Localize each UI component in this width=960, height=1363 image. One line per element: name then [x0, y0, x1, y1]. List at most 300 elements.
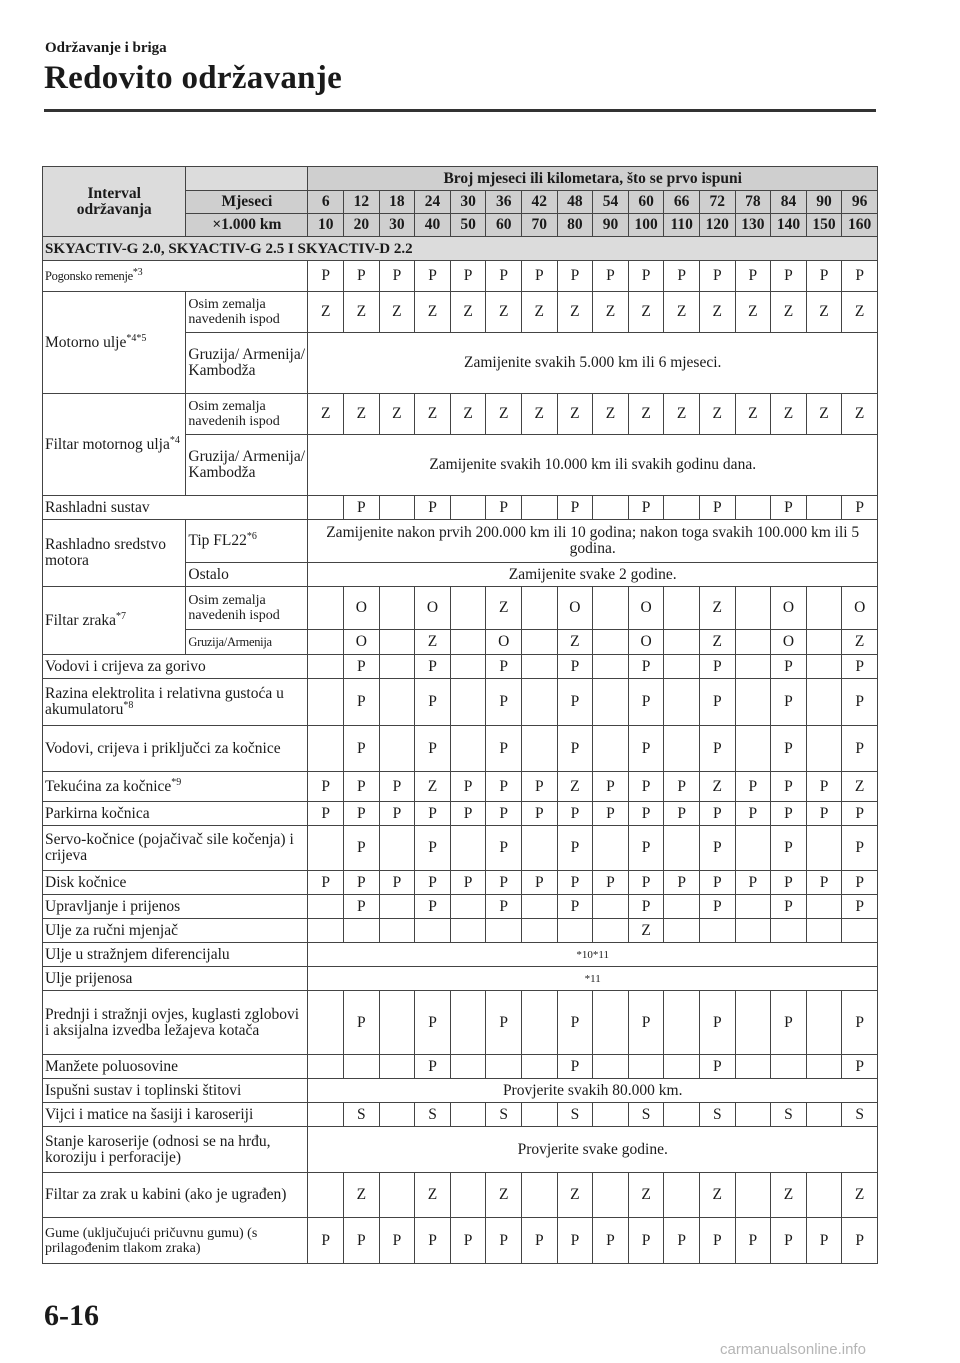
table-row — [43, 826, 878, 871]
schedule-cell: P — [699, 496, 735, 520]
table-row — [43, 292, 878, 333]
km-header: 150 — [806, 214, 842, 237]
schedule-cell: P — [486, 261, 522, 292]
schedule-cell: Z — [664, 292, 700, 333]
schedule-cell: P — [308, 261, 344, 292]
schedule-cell: Z — [308, 292, 344, 333]
schedule-cell: P — [415, 655, 451, 679]
schedule-cell: P — [842, 802, 878, 826]
schedule-cell: Z — [842, 394, 878, 435]
month-header: 6 — [308, 191, 344, 214]
row-label-text: Filtar zraka — [45, 611, 117, 629]
km-header: 10 — [308, 214, 344, 237]
schedule-cell: P — [557, 726, 593, 772]
schedule-cell: P — [557, 895, 593, 919]
schedule-cell: P — [344, 802, 380, 826]
row-label — [43, 991, 308, 1055]
schedule-cell: Z — [379, 292, 415, 333]
schedule-cell: Z — [628, 1173, 664, 1218]
schedule-cell: Z — [344, 292, 380, 333]
table-row — [43, 1079, 878, 1103]
footnote-ref: *4 — [169, 434, 180, 446]
maintenance-schedule-table — [42, 166, 878, 1264]
schedule-note: Zamijenite nakon prvih 200.000 km ili 10 godina; nakon toga svakih 100.000 km ili 5 godina. — [308, 520, 878, 563]
schedule-cell — [664, 655, 700, 679]
schedule-cell: P — [486, 991, 522, 1055]
schedule-cell: P — [415, 1055, 451, 1079]
schedule-cell — [450, 496, 486, 520]
schedule-cell: P — [628, 655, 664, 679]
schedule-cell — [628, 1055, 664, 1079]
schedule-cell: P — [521, 871, 557, 895]
schedule-cell: P — [735, 1218, 771, 1264]
schedule-cell: O — [771, 587, 807, 630]
schedule-cell: P — [806, 1218, 842, 1264]
schedule-cell: P — [664, 261, 700, 292]
schedule-cell — [521, 1103, 557, 1127]
month-header: 54 — [593, 191, 629, 214]
row-label — [43, 1127, 308, 1173]
schedule-cell — [308, 496, 344, 520]
schedule-cell — [557, 919, 593, 943]
schedule-cell: Z — [557, 292, 593, 333]
schedule-cell: P — [771, 679, 807, 726]
row-label-text: Vijci i matice na šasiji i karoseriji — [45, 1105, 254, 1123]
schedule-cell — [450, 895, 486, 919]
schedule-cell: Z — [486, 394, 522, 435]
schedule-cell: P — [379, 261, 415, 292]
page-number: 6-16 — [44, 1299, 99, 1332]
row-sublabel — [186, 394, 308, 435]
row-label — [43, 496, 308, 520]
row-label-text: Ulje u stražnjem diferencijalu — [45, 945, 230, 963]
schedule-cell: Z — [628, 919, 664, 943]
schedule-cell — [806, 587, 842, 630]
table-row — [43, 679, 878, 726]
schedule-cell: P — [521, 802, 557, 826]
schedule-cell: P — [842, 726, 878, 772]
schedule-cell: P — [344, 261, 380, 292]
schedule-cell — [379, 630, 415, 655]
schedule-cell — [379, 826, 415, 871]
schedule-cell: P — [450, 261, 486, 292]
schedule-cell: P — [842, 261, 878, 292]
schedule-cell — [450, 826, 486, 871]
schedule-cell — [806, 1055, 842, 1079]
schedule-cell: Z — [842, 292, 878, 333]
schedule-cell — [521, 991, 557, 1055]
schedule-cell: P — [415, 991, 451, 1055]
row-label-text: Motorno ulje — [45, 333, 127, 351]
km-header: 140 — [771, 214, 807, 237]
schedule-cell — [379, 919, 415, 943]
footnote-ref: *9 — [171, 776, 182, 788]
footnote-ref: *8 — [123, 699, 134, 711]
schedule-cell — [806, 991, 842, 1055]
schedule-cell: P — [593, 871, 629, 895]
schedule-cell: P — [344, 895, 380, 919]
schedule-cell: P — [379, 1218, 415, 1264]
schedule-cell: P — [521, 1218, 557, 1264]
schedule-cell: P — [806, 772, 842, 802]
schedule-cell — [593, 919, 629, 943]
row-sublabel-text: Tip FL22 — [188, 532, 247, 549]
row-label — [43, 871, 308, 895]
schedule-cell: S — [771, 1103, 807, 1127]
schedule-cell — [806, 726, 842, 772]
schedule-cell: P — [450, 871, 486, 895]
table-row — [43, 520, 878, 563]
schedule-cell — [771, 1055, 807, 1079]
schedule-cell: P — [593, 772, 629, 802]
schedule-cell: Z — [557, 630, 593, 655]
schedule-cell — [806, 895, 842, 919]
schedule-cell — [842, 919, 878, 943]
schedule-cell: P — [344, 772, 380, 802]
schedule-cell: P — [486, 871, 522, 895]
schedule-cell: S — [628, 1103, 664, 1127]
schedule-cell: P — [842, 1055, 878, 1079]
schedule-cell: P — [557, 802, 593, 826]
engine-section-header: SKYACTIV-G 2.0, SKYACTIV-G 2.5 I SKYACTIV-D 2.2 — [43, 237, 878, 261]
schedule-cell: P — [771, 261, 807, 292]
row-label-text: Tekućina za kočnice — [45, 777, 172, 795]
schedule-cell: P — [557, 679, 593, 726]
row-sublabel-text: Osim zemalja navedenih ispod — [188, 399, 280, 429]
schedule-cell: O — [628, 587, 664, 630]
row-label — [43, 772, 308, 802]
schedule-cell — [593, 679, 629, 726]
schedule-cell: P — [735, 871, 771, 895]
schedule-cell: Z — [344, 1173, 380, 1218]
schedule-cell: S — [557, 1103, 593, 1127]
row-label-text: Manžete poluosovine — [45, 1057, 179, 1075]
schedule-cell — [379, 726, 415, 772]
schedule-cell: P — [699, 726, 735, 772]
schedule-cell: P — [699, 1218, 735, 1264]
table-row — [43, 726, 878, 772]
table-row — [43, 1173, 878, 1218]
month-header: 36 — [486, 191, 522, 214]
schedule-cell — [308, 587, 344, 630]
schedule-note: Provjerite svakih 80.000 km. — [308, 1079, 878, 1103]
schedule-cell — [450, 679, 486, 726]
schedule-cell: P — [486, 826, 522, 871]
schedule-cell: P — [308, 871, 344, 895]
schedule-cell: P — [344, 726, 380, 772]
row-label — [43, 826, 308, 871]
footnote-ref: *7 — [116, 610, 127, 622]
month-header: 66 — [664, 191, 700, 214]
schedule-cell: P — [450, 802, 486, 826]
schedule-cell: Z — [806, 394, 842, 435]
schedule-cell — [735, 895, 771, 919]
row-label — [43, 1218, 308, 1264]
row-label-text: Parkirna kočnica — [45, 804, 150, 822]
schedule-cell: Z — [806, 292, 842, 333]
schedule-cell — [806, 679, 842, 726]
schedule-cell: O — [842, 587, 878, 630]
km-header: 110 — [664, 214, 700, 237]
schedule-cell: P — [771, 802, 807, 826]
schedule-cell: O — [415, 587, 451, 630]
month-header: 78 — [735, 191, 771, 214]
schedule-cell: Z — [628, 394, 664, 435]
schedule-cell: Z — [842, 1173, 878, 1218]
table-row — [43, 895, 878, 919]
schedule-cell: P — [593, 1218, 629, 1264]
row-sublabel — [186, 292, 308, 333]
table-row — [43, 772, 878, 802]
schedule-cell — [593, 587, 629, 630]
schedule-cell — [521, 587, 557, 630]
row-label — [43, 394, 186, 496]
schedule-cell: P — [628, 991, 664, 1055]
schedule-cell — [699, 919, 735, 943]
schedule-cell — [735, 726, 771, 772]
month-header: 12 — [344, 191, 380, 214]
schedule-cell: O — [557, 587, 593, 630]
schedule-cell: P — [557, 826, 593, 871]
km-header: 160 — [842, 214, 878, 237]
schedule-cell: Z — [557, 1173, 593, 1218]
schedule-cell: Z — [842, 772, 878, 802]
row-label — [43, 1173, 308, 1218]
schedule-cell: P — [842, 895, 878, 919]
schedule-cell: P — [628, 871, 664, 895]
schedule-cell — [308, 630, 344, 655]
row-label — [43, 967, 308, 991]
row-label-text: Gume (uključujući pričuvnu gumu) (s prilagođenim tlakom zraka) — [45, 1225, 258, 1256]
schedule-cell: Z — [486, 1173, 522, 1218]
table-row — [43, 991, 878, 1055]
schedule-cell — [521, 1173, 557, 1218]
schedule-cell: P — [486, 1218, 522, 1264]
schedule-cell: P — [557, 1218, 593, 1264]
month-header: 42 — [521, 191, 557, 214]
schedule-cell: P — [344, 679, 380, 726]
schedule-cell — [593, 895, 629, 919]
schedule-cell — [735, 496, 771, 520]
km-header: 100 — [628, 214, 664, 237]
schedule-cell — [379, 496, 415, 520]
schedule-cell: Z — [486, 587, 522, 630]
schedule-cell: P — [344, 496, 380, 520]
table-row — [43, 394, 878, 435]
km-header: 20 — [344, 214, 380, 237]
schedule-cell — [771, 919, 807, 943]
schedule-cell: P — [557, 991, 593, 1055]
row-label-text: Ulje prijenosa — [45, 969, 133, 987]
row-label — [43, 919, 308, 943]
schedule-cell: P — [486, 772, 522, 802]
km-header: 80 — [557, 214, 593, 237]
schedule-cell — [521, 496, 557, 520]
schedule-cell: Z — [557, 394, 593, 435]
row-sublabel-text: Osim zemalja navedenih ispod — [188, 593, 280, 623]
row-label — [43, 1079, 308, 1103]
schedule-cell: P — [664, 772, 700, 802]
schedule-cell — [521, 630, 557, 655]
section-heading: Održavanje i briga — [45, 40, 167, 56]
month-header: 90 — [806, 191, 842, 214]
schedule-cell — [735, 1055, 771, 1079]
schedule-cell: P — [699, 1055, 735, 1079]
schedule-cell: P — [415, 679, 451, 726]
schedule-cell — [450, 991, 486, 1055]
schedule-cell: S — [415, 1103, 451, 1127]
schedule-cell: P — [699, 679, 735, 726]
schedule-cell — [664, 1103, 700, 1127]
row-label-text: Pogonsko remenje — [45, 269, 133, 283]
table-row — [43, 1127, 878, 1173]
schedule-cell: P — [628, 826, 664, 871]
schedule-cell — [308, 991, 344, 1055]
schedule-cell: P — [664, 802, 700, 826]
schedule-cell: P — [842, 991, 878, 1055]
schedule-cell: Z — [664, 394, 700, 435]
schedule-cell: S — [842, 1103, 878, 1127]
schedule-cell: Z — [308, 394, 344, 435]
schedule-cell: P — [486, 895, 522, 919]
schedule-cell — [379, 1103, 415, 1127]
schedule-cell — [450, 587, 486, 630]
schedule-cell — [735, 679, 771, 726]
schedule-cell — [521, 655, 557, 679]
schedule-cell: Z — [699, 394, 735, 435]
schedule-cell: P — [628, 802, 664, 826]
schedule-cell: P — [450, 1218, 486, 1264]
schedule-cell — [308, 1173, 344, 1218]
km-label: ×1.000 km — [186, 214, 308, 237]
row-sublabel-text: Ostalo — [188, 565, 229, 583]
schedule-cell — [308, 826, 344, 871]
schedule-note: *10*11 — [308, 943, 878, 967]
row-label — [43, 943, 308, 967]
schedule-cell — [379, 679, 415, 726]
schedule-cell: P — [806, 871, 842, 895]
schedule-cell — [735, 1103, 771, 1127]
month-header: 60 — [628, 191, 664, 214]
schedule-cell: Z — [415, 292, 451, 333]
months-label: Mjeseci — [186, 191, 308, 214]
schedule-cell: P — [344, 871, 380, 895]
schedule-cell: P — [771, 496, 807, 520]
schedule-cell: P — [628, 726, 664, 772]
schedule-cell — [664, 496, 700, 520]
schedule-cell — [593, 1173, 629, 1218]
schedule-cell — [593, 655, 629, 679]
schedule-cell: P — [771, 991, 807, 1055]
row-label — [43, 726, 308, 772]
schedule-cell: Z — [842, 630, 878, 655]
row-label-text: Prednji i stražnji ovjes, kuglasti zglobovi i aksijalna izvedba ležajeva kotača — [45, 1005, 299, 1039]
schedule-cell: P — [628, 496, 664, 520]
km-header: 120 — [699, 214, 735, 237]
schedule-cell: P — [415, 802, 451, 826]
row-label-text: Disk kočnice — [45, 873, 127, 891]
schedule-cell: P — [664, 871, 700, 895]
schedule-cell: P — [486, 726, 522, 772]
schedule-cell: Z — [699, 292, 735, 333]
schedule-cell: P — [806, 802, 842, 826]
row-sublabel-text: Gruzija/Armenija — [188, 635, 272, 649]
schedule-cell — [450, 630, 486, 655]
schedule-cell: P — [415, 1218, 451, 1264]
schedule-cell — [450, 1055, 486, 1079]
schedule-cell: Z — [521, 394, 557, 435]
schedule-cell — [379, 895, 415, 919]
row-sublabel-text: Gruzija/ Armenija/ Kambodža — [188, 448, 306, 481]
schedule-cell: Z — [379, 394, 415, 435]
schedule-cell — [450, 1103, 486, 1127]
schedule-note: Zamijenite svake 2 godine. — [308, 563, 878, 587]
schedule-cell: P — [771, 726, 807, 772]
schedule-cell: Z — [415, 1173, 451, 1218]
schedule-cell — [735, 655, 771, 679]
schedule-cell: P — [415, 726, 451, 772]
month-header: 18 — [379, 191, 415, 214]
schedule-cell: S — [486, 1103, 522, 1127]
schedule-cell: P — [486, 655, 522, 679]
row-label-text: Filtar motornog ulja — [45, 435, 170, 453]
schedule-cell — [521, 895, 557, 919]
row-label-text: Vodovi, crijeva i priključci za kočnice — [45, 739, 281, 757]
row-label-text: Filtar za zrak u kabini (ako je ugrađen) — [45, 1186, 287, 1203]
schedule-cell: P — [308, 802, 344, 826]
schedule-cell: P — [486, 679, 522, 726]
km-header: 60 — [486, 214, 522, 237]
schedule-cell: P — [771, 895, 807, 919]
schedule-cell: P — [344, 1218, 380, 1264]
month-header: 96 — [842, 191, 878, 214]
schedule-cell: P — [415, 871, 451, 895]
schedule-cell — [664, 587, 700, 630]
schedule-cell — [664, 1173, 700, 1218]
km-header: 130 — [735, 214, 771, 237]
schedule-cell: S — [344, 1103, 380, 1127]
schedule-cell: P — [664, 1218, 700, 1264]
schedule-cell: P — [557, 496, 593, 520]
schedule-cell: Z — [735, 394, 771, 435]
schedule-cell: P — [699, 655, 735, 679]
schedule-cell — [308, 1055, 344, 1079]
schedule-cell — [664, 679, 700, 726]
schedule-cell: P — [557, 871, 593, 895]
schedule-cell — [450, 919, 486, 943]
schedule-cell: Z — [415, 630, 451, 655]
schedule-cell — [664, 726, 700, 772]
schedule-cell: P — [557, 655, 593, 679]
interval-label-line: održavanja — [76, 200, 152, 218]
table-row — [43, 919, 878, 943]
schedule-cell — [593, 991, 629, 1055]
schedule-cell: P — [450, 772, 486, 802]
table-row — [43, 587, 878, 630]
schedule-cell: Z — [771, 1173, 807, 1218]
row-label-text: Razina elektrolita i relativna gustoća u akumulatoru — [45, 685, 284, 718]
schedule-cell — [806, 1103, 842, 1127]
schedule-cell — [450, 1173, 486, 1218]
footnote-ref: *6 — [246, 530, 257, 542]
schedule-cell — [806, 826, 842, 871]
schedule-cell — [593, 1103, 629, 1127]
table-row — [43, 167, 878, 191]
schedule-cell — [735, 991, 771, 1055]
schedule-cell — [664, 895, 700, 919]
table-row — [43, 967, 878, 991]
schedule-cell — [344, 1055, 380, 1079]
